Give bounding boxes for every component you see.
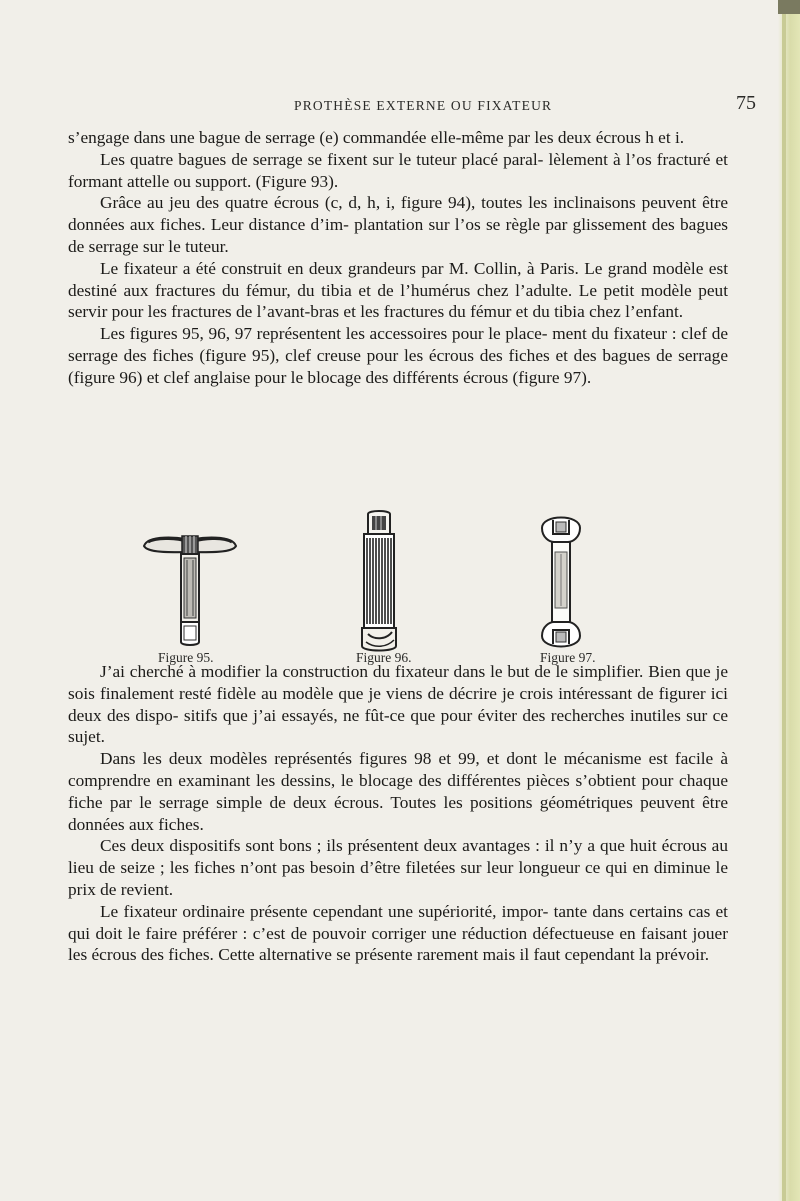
figure-96-illustration <box>356 510 402 652</box>
hollow-socket-key-illustration <box>356 510 402 652</box>
paragraph: s’engage dans une bague de serrage (e) commandée elle-même par les deux écrous h et i. <box>68 128 685 147</box>
paragraph: Les figures 95, 96, 97 représentent les accessoires pour le place- ment du fixateur : clef de serrage des fiches (figure 95), clef creuse pour les écrous des fiches et des bagues de serrage (figure 96) et clef anglaise pour le blocage des différents écrous (figure 97). <box>68 324 728 387</box>
figure-97-caption: Figure 97. <box>540 650 596 665</box>
text-block-bottom <box>68 661 728 966</box>
page-edge-corner <box>778 0 800 14</box>
text-block-top <box>68 127 728 389</box>
paragraph: Ces deux dispositifs sont bons ; ils présentent deux avantages : il n’y a que huit écrous au lieu de seize ; les fiches n’ont pas besoin d’être filetées sur leur longueur ce qui en diminue le prix de revient. <box>68 836 728 899</box>
paragraph: Le fixateur a été construit en deux grandeurs par M. Collin, à Paris. Le grand modèle est destiné aux fractures du fémur, du tibia et de l’humérus chez l’adulte. Le petit modèle peut servir pour les fractures de l’avant-bras et les fractures du fémur et du tibia chez l’enfant. <box>68 258 728 322</box>
page-number: 75 <box>736 92 756 114</box>
figure-96-caption: Figure 96. <box>356 650 412 665</box>
paragraph: Dans les deux modèles représentés figures 98 et 99, et dont le mécanisme est facile à comprendre en examinant les dessins, le blocage des différentes pièces s’obtient pour chaque fiche par le serrage simple de deux écrous. Toutes les positions géométriques peuvent être données aux fiches. <box>68 749 728 834</box>
double-ended-wrench-illustration <box>538 512 584 652</box>
figure-95-illustration <box>140 524 240 650</box>
figure-95-caption: Figure 95. <box>158 650 214 665</box>
running-title: PROTHÈSE EXTERNE OU FIXATEUR <box>294 98 553 113</box>
t-handle-key-illustration <box>140 524 240 650</box>
figure-97-illustration <box>538 512 584 652</box>
paragraph: J’ai cherché à modifier la construction du fixateur dans le but de le simplifier. Bien que je sois finalement resté fidèle au modèle que je viens de décrire je crois intéressant de figurer ici deux des dispo- sitifs que j’ai essayés, ne fût-ce que pour éviter des recherches inutiles sur ce sujet. <box>68 662 728 747</box>
page-edge-shadow <box>782 0 786 1201</box>
paragraph: Les quatre bagues de serrage se fixent sur le tuteur placé paral- lèlement à l’os fracturé et formant attelle ou support. (Figure 93). <box>68 149 728 191</box>
paragraph: Grâce au jeu des quatre écrous (c, d, h, i, figure 94), toutes les inclinaisons peuvent être données aux fiches. Leur distance d’im- plantation sur l’os se règle par glissement des bagues de serrage sur le tuteur. <box>68 193 728 256</box>
paragraph: Le fixateur ordinaire présente cependant une supériorité, impor- tante dans certains cas et qui doit le faire préférer : c’est de pouvoir corriger une réduction défectueuse en faisant jouer les écrous des fiches. Cette alternative se présente rarement mais il faut cependant la prévoir. <box>68 901 728 965</box>
